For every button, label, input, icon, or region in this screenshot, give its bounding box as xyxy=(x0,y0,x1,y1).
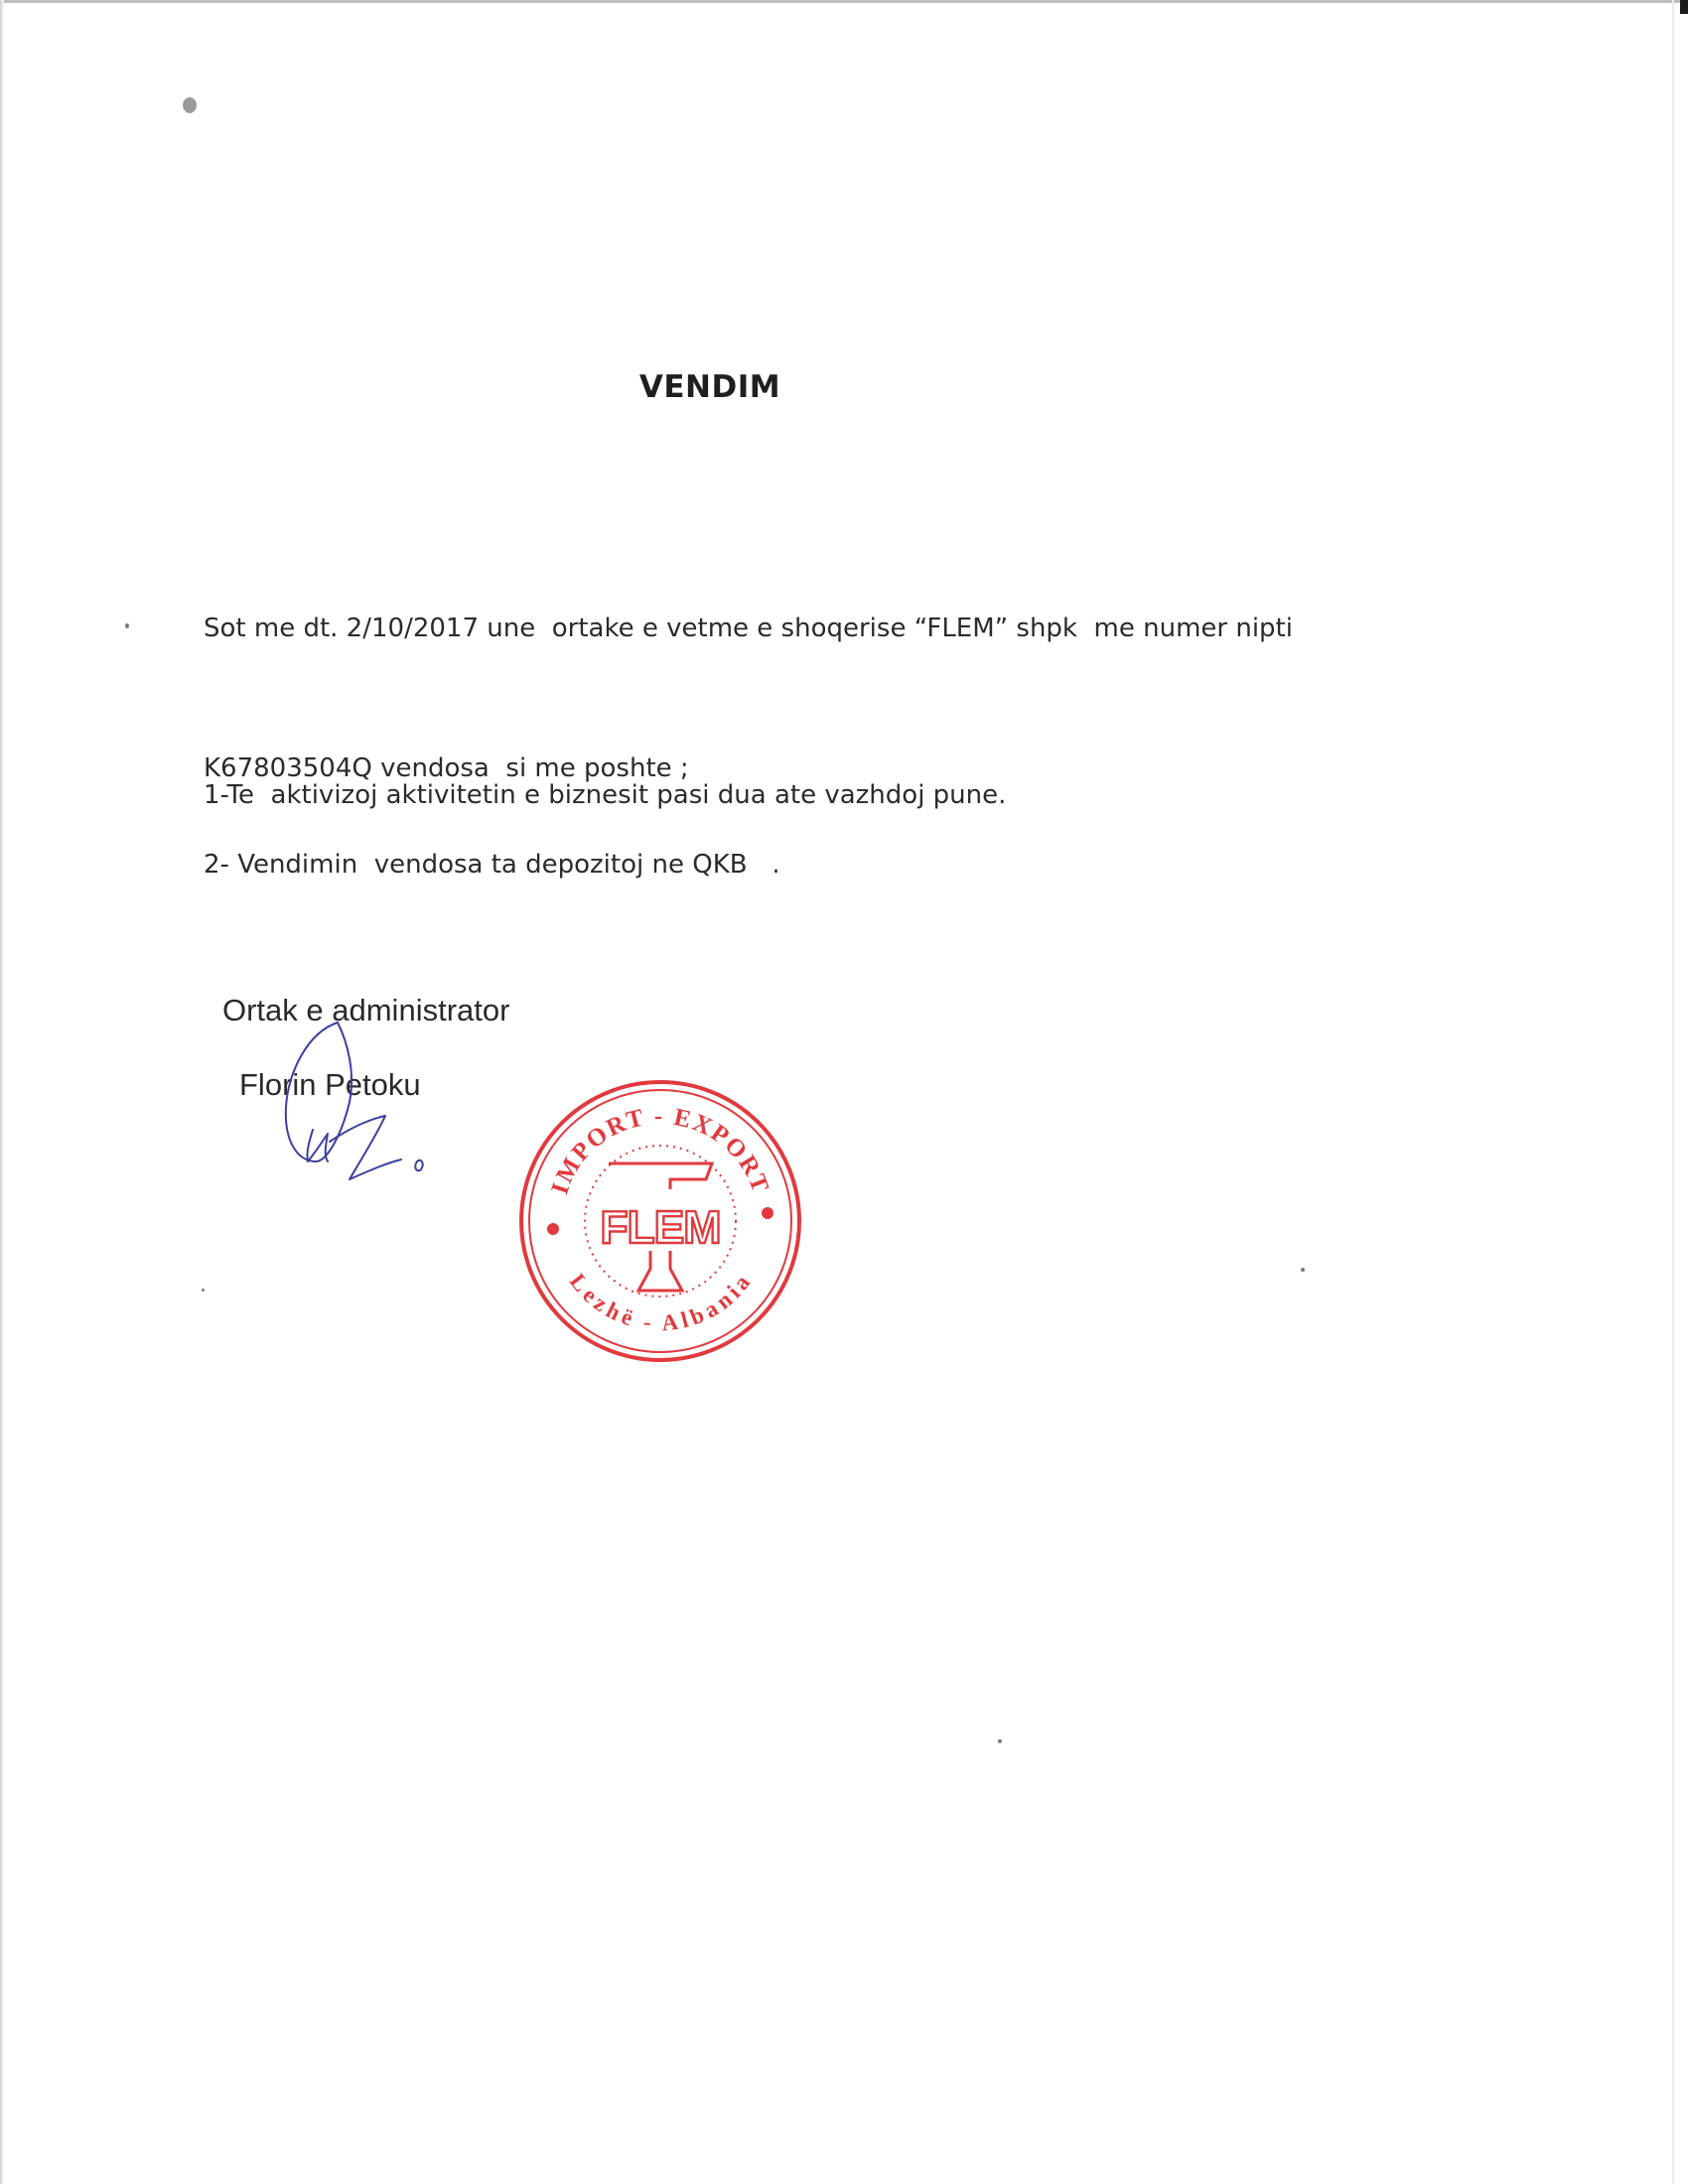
scan-edge-left xyxy=(0,0,4,2184)
handwritten-signature xyxy=(268,1013,467,1211)
company-stamp xyxy=(511,1072,809,1370)
scan-speck xyxy=(998,1739,1002,1743)
intro-line: Sot me dt. 2/10/2017 une ortake e vetme e shoqerise “FLEM” shpk me numer nipti xyxy=(204,614,1293,643)
signatory-name: Florin Petoku xyxy=(239,1067,421,1102)
intro-line: K67803504Q vendosa si me poshte ; xyxy=(204,753,689,783)
decision-item: 1-Te aktivizoj aktivitetin e biznesit pasi dua ate vazhdoj pune. xyxy=(204,780,1007,810)
svg-text:Lezhë - Albania xyxy=(565,1269,757,1335)
scan-speck xyxy=(1301,1268,1305,1272)
intro-paragraph xyxy=(204,512,1345,886)
stamp-bottom-text: Lezhë - Albania xyxy=(564,1269,757,1336)
scan-speck xyxy=(183,97,197,113)
stamp-center-text: FLEM xyxy=(600,1201,721,1253)
signatory-role: Ortak e administrator xyxy=(222,993,510,1027)
decision-item: 2- Vendimin vendosa ta depozitoj ne QKB . xyxy=(204,850,780,880)
scan-edge-mark xyxy=(1680,0,1688,14)
stamp-top-text: IMPORT - EXPORT xyxy=(546,1102,774,1198)
scan-speck xyxy=(202,1289,205,1292)
scan-edge-top xyxy=(0,0,1688,3)
scan-speck xyxy=(125,623,129,628)
document-title: VENDIM xyxy=(638,369,781,405)
scan-strip xyxy=(1672,0,1674,2184)
